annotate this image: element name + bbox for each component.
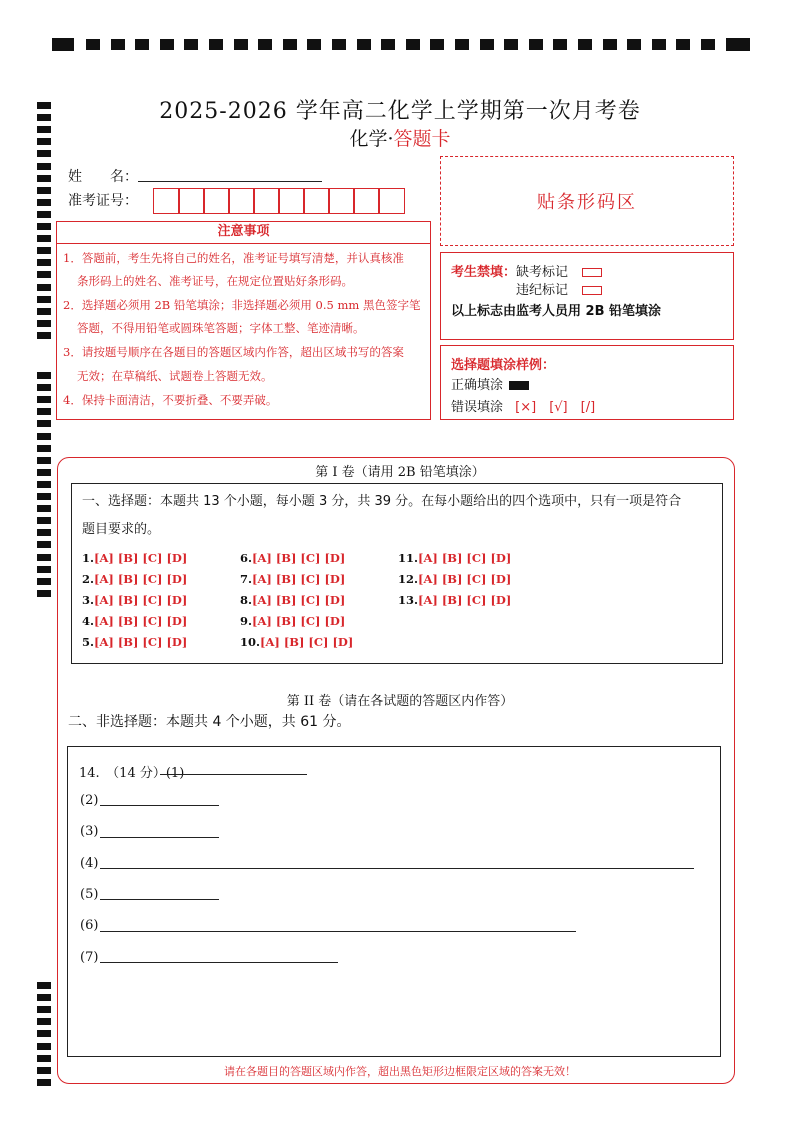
choice-question-9[interactable] (240, 614, 345, 628)
exam-id-boxes[interactable] (153, 188, 403, 214)
option-bubbles[interactable]: [A] [B] [C] [D] (418, 572, 512, 586)
exam-subtitle (0, 124, 800, 151)
timing-mark (37, 271, 51, 278)
name-field[interactable] (138, 181, 322, 182)
correct-fill-row (451, 374, 529, 393)
timing-mark (37, 566, 51, 573)
timing-mark (37, 529, 51, 536)
q14-5-answer-line[interactable] (100, 899, 219, 900)
timing-mark (283, 39, 297, 50)
timing-mark (37, 517, 51, 524)
question-number: 8. (240, 593, 253, 607)
timing-mark (37, 493, 51, 500)
timing-mark (37, 1030, 51, 1037)
option-bubbles[interactable]: [A] [B] [C] [D] (94, 572, 188, 586)
choice-question-8[interactable] (240, 593, 345, 607)
absent-mark-label: 缺考标记 (516, 265, 569, 280)
timing-mark (37, 384, 51, 391)
timing-mark (37, 554, 51, 561)
q14-4-answer-line[interactable] (100, 868, 694, 869)
forbid-note: 以上标志由监考人员用 2B 铅笔填涂 (451, 304, 662, 319)
timing-mark (37, 445, 51, 452)
timing-mark (701, 39, 715, 50)
option-bubbles[interactable]: [A] [B] [C] [D] (94, 593, 188, 607)
timing-mark (209, 39, 223, 50)
id-digit-box[interactable] (228, 188, 255, 214)
timing-mark (258, 39, 272, 50)
timing-mark (37, 408, 51, 415)
timing-mark (37, 433, 51, 440)
question-number: 13. (398, 593, 419, 607)
timing-mark (37, 259, 51, 266)
timing-mark (627, 39, 641, 50)
timing-mark (455, 39, 469, 50)
id-digit-box[interactable] (153, 188, 180, 214)
question-number: 3. (82, 593, 95, 607)
q14-3-label: (3) (80, 824, 99, 839)
part1-instructions-line1: 一、选择题：本题共 13 个小题，每小题 3 分，共 39 分。在每小题给出的四个选项中，只有一项是符合 (82, 494, 682, 509)
part1-instructions-line2: 题目要求的。 (82, 522, 161, 537)
choice-question-1[interactable] (82, 551, 187, 565)
q14-2-answer-line[interactable] (100, 805, 219, 806)
timing-mark (480, 39, 494, 50)
timing-mark (135, 39, 149, 50)
example-title: 选择题填涂样例： (451, 358, 556, 373)
choice-question-12[interactable] (398, 572, 511, 586)
notice-box (56, 221, 431, 420)
q14-7-answer-line[interactable] (100, 962, 338, 963)
exam-title: 2025-2026 学年高二化学上学期第一次月考卷 (159, 99, 641, 124)
id-digit-box[interactable] (378, 188, 405, 214)
timing-mark (578, 39, 592, 50)
q14-7-label: (7) (80, 950, 99, 965)
question-number: 1. (82, 551, 95, 565)
timing-mark (37, 187, 51, 194)
timing-mark (37, 481, 51, 488)
choice-question-11[interactable] (398, 551, 511, 565)
notice-item: 条形码上的姓名、准考证号，在规定位置贴好条形码。 (77, 274, 353, 288)
timing-mark (406, 39, 420, 50)
timing-mark (37, 175, 51, 182)
timing-mark (37, 590, 51, 597)
choice-question-2[interactable] (82, 572, 187, 586)
absent-mark-row (516, 261, 602, 280)
q14-5-label: (5) (80, 887, 99, 902)
notice-item: 2．选择题必须用 2B 铅笔填涂；非选择题必须用 0.5 mm 黑色签字笔 (63, 298, 421, 312)
timing-mark (529, 39, 543, 50)
timing-mark (332, 39, 346, 50)
part2-title: 第 II 卷（请在各试题的答题区内作答） (286, 694, 514, 709)
timing-mark (37, 578, 51, 585)
option-bubbles[interactable]: [A] [B] [C] [D] (252, 593, 346, 607)
question-number: 9. (240, 614, 253, 628)
q14-label: 14. （14 分）(1) (79, 766, 185, 781)
timing-mark (504, 39, 518, 50)
forbid-label: 考生禁填： (451, 265, 517, 280)
option-bubbles[interactable]: [A] [B] [C] [D] (252, 551, 346, 565)
choice-question-3[interactable] (82, 593, 187, 607)
question-number: 4. (82, 614, 95, 628)
question-number: 12. (398, 572, 419, 586)
timing-mark (307, 39, 321, 50)
left-timing-marks-middle (37, 372, 51, 602)
timing-mark (184, 39, 198, 50)
footer-warning: 请在各题目的答题区域内作答，超出黑色矩形边框限定区域的答案无效！ (224, 1065, 576, 1078)
timing-mark (553, 39, 567, 50)
question-number: 2. (82, 572, 95, 586)
barcode-label: 贴条形码区 (537, 192, 637, 213)
timing-mark (430, 39, 444, 50)
notice-item: 4．保持卡面清洁，不要折叠、不要弄破。 (63, 393, 278, 407)
timing-mark (357, 39, 371, 50)
timing-mark (37, 284, 51, 291)
wrong-fill-row (451, 396, 595, 415)
timing-mark (37, 396, 51, 403)
choice-question-5[interactable] (82, 635, 187, 649)
wrong-fill-marks: [×] [√] [/] (515, 400, 596, 415)
question-number: 5. (82, 635, 95, 649)
option-bubbles[interactable]: [A] [B] [C] [D] (252, 614, 346, 628)
question-number: 10. (240, 635, 261, 649)
notice-item: 无效；在草稿纸、试题卷上答题无效。 (77, 369, 273, 383)
violation-mark-label: 违纪标记 (516, 283, 569, 298)
q14-2-label: (2) (80, 793, 99, 808)
q14-6-label: (6) (80, 918, 99, 933)
part1-title: 第 I 卷（请用 2B 铅笔填涂） (315, 465, 485, 480)
option-bubbles[interactable]: [A] [B] [C] [D] (260, 635, 354, 649)
question-number: 11. (398, 551, 419, 565)
timing-mark (603, 39, 617, 50)
timing-mark (37, 247, 51, 254)
violation-mark-box[interactable] (582, 286, 602, 295)
choice-question-13[interactable] (398, 593, 511, 607)
timing-mark (37, 223, 51, 230)
timing-mark (37, 1079, 51, 1086)
timing-mark (37, 1043, 51, 1050)
id-digit-box[interactable] (178, 188, 205, 214)
timing-mark (726, 38, 750, 51)
timing-mark (37, 372, 51, 379)
choice-question-4[interactable] (82, 614, 187, 628)
notice-item: 3．请按题号顺序在各题目的答题区域内作答，超出区域书写的答案 (63, 345, 404, 359)
notice-item: 答题，不得用铅笔或圆珠笔答题；字体工整、笔迹清晰。 (77, 321, 365, 335)
id-digit-box[interactable] (303, 188, 330, 214)
filled-bubble-icon (509, 381, 529, 390)
q14-3-answer-line[interactable] (100, 837, 219, 838)
choice-question-6[interactable] (240, 551, 345, 565)
timing-mark (37, 982, 51, 989)
absent-mark-box[interactable] (582, 268, 602, 277)
top-timing-marks (52, 38, 752, 52)
timing-mark (37, 332, 51, 339)
timing-mark (652, 39, 666, 50)
timing-mark (111, 39, 125, 50)
timing-mark (52, 38, 74, 51)
timing-mark (37, 235, 51, 242)
timing-mark (37, 1006, 51, 1013)
option-bubbles[interactable]: [A] [B] [C] [D] (94, 635, 188, 649)
correct-fill-label: 正确填涂 (451, 378, 504, 393)
part2-heading: 二、非选择题：本题共 4 个小题，共 61 分。 (68, 714, 351, 730)
question-number: 6. (240, 551, 253, 565)
timing-mark (234, 39, 248, 50)
timing-mark (37, 320, 51, 327)
id-digit-box[interactable] (278, 188, 305, 214)
id-digit-box[interactable] (328, 188, 355, 214)
timing-mark (37, 308, 51, 315)
fill-example-box (440, 345, 734, 420)
notice-title: 注意事项 (57, 222, 430, 244)
id-label: 准考证号： (68, 193, 138, 209)
timing-mark (37, 420, 51, 427)
option-bubbles[interactable]: [A] [B] [C] [D] (418, 593, 512, 607)
timing-mark (37, 505, 51, 512)
q14-4-label: (4) (80, 856, 99, 871)
notice-item: 1．答题前，考生先将自己的姓名，准考证号填写清楚，并认真核准 (63, 251, 404, 265)
timing-mark (37, 163, 51, 170)
id-digit-box[interactable] (353, 188, 380, 214)
choice-question-10[interactable] (240, 635, 353, 649)
timing-mark (37, 994, 51, 1001)
choice-question-7[interactable] (240, 572, 345, 586)
subtitle-subject: 化学· (349, 128, 394, 150)
timing-mark (37, 199, 51, 206)
id-digit-box[interactable] (253, 188, 280, 214)
timing-mark (381, 39, 395, 50)
timing-mark (37, 1055, 51, 1062)
timing-mark (37, 150, 51, 157)
timing-mark (37, 1018, 51, 1025)
option-bubbles[interactable]: [A] [B] [C] [D] (94, 614, 188, 628)
option-bubbles[interactable]: [A] [B] [C] [D] (94, 551, 188, 565)
timing-mark (676, 39, 690, 50)
violation-mark-row (516, 279, 602, 298)
timing-mark (86, 39, 100, 50)
option-bubbles[interactable]: [A] [B] [C] [D] (418, 551, 512, 565)
timing-mark (37, 296, 51, 303)
subtitle-answer-card: 答题卡 (393, 128, 451, 150)
timing-mark (37, 541, 51, 548)
examinee-forbidden-box (440, 252, 734, 340)
q14-1-answer-line[interactable] (160, 774, 307, 775)
question-number: 7. (240, 572, 253, 586)
timing-mark (160, 39, 174, 50)
barcode-area (440, 156, 734, 246)
name-label: 姓 名： (68, 169, 138, 185)
timing-mark (37, 211, 51, 218)
option-bubbles[interactable]: [A] [B] [C] [D] (252, 572, 346, 586)
wrong-fill-label: 错误填涂 (451, 400, 504, 415)
q14-answer-box (67, 746, 721, 1057)
q14-6-answer-line[interactable] (100, 931, 576, 932)
id-digit-box[interactable] (203, 188, 230, 214)
